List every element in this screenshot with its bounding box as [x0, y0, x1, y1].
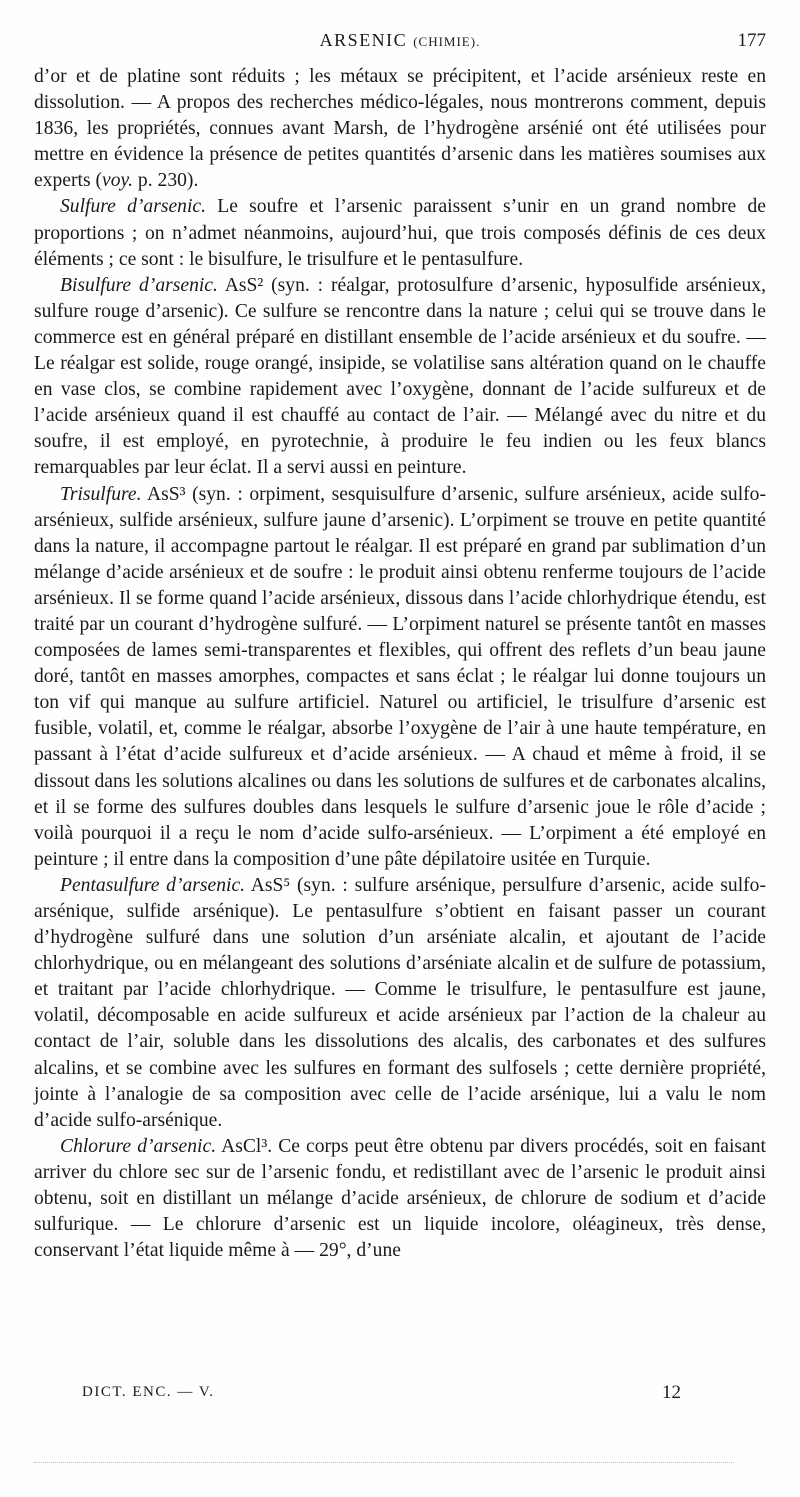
italic-term: Sulfure d’arsenic. [60, 196, 207, 218]
sheet-number: 12 [662, 1382, 681, 1403]
paragraph [34, 194, 766, 272]
paragraph [34, 273, 766, 482]
paragraph [34, 482, 766, 873]
page-number: 177 [737, 30, 766, 51]
body-text [34, 64, 766, 1264]
paragraph-text: Le soufre et l’arsenic paraissent s’unir en un grand nombre de proportions ; on n’admet néanmoins, aujourd’hui, que trois composés définis de ces deux éléments ; ce sont : le bisulfure, le trisulfure et le pentasulfure. [34, 196, 766, 270]
paragraph-text: AsS⁵ (syn. : sulfure arsénique, persulfure d’arsenic, acide sulfo-arsénique, sulfide arsénique). Le pentasulfure s’obtient en faisant passer un courant d’hydrogène sulfuré dans une solution d’un arséniate alcalin, et ajoutant de l’acide chlorhydrique, ou en mélangeant des solutions d’arséniate alcalin et de sulfure de potassium, et traitant par l’acide chlorhydrique. — Comme le trisulfure, le pentasulfure est jaune, volatil, décomposable en acide sulfureux et acide arsénieux par l’action de la chaleur au contact de l’air, soluble dans les dissolutions des alcalis, des carbonates et des sulfures alcalins, et se combine avec les sulfures en formant des sulfosels ; cette dernière propriété, jointe à l’analogie de sa composition avec celle de l’acide arsénique, lui a valu le nom d’acide sulfo-arsénique. [34, 874, 766, 1131]
paragraph-text: d’or et de platine sont réduits ; les métaux se précipitent, et l’acide arsénieux reste en dissolution. — A propos des recherches médico-légales, nous montrerons comment, depuis 1836, les propriétés, connues avant Marsh, de l’hydrogène arsénié ont été utilisées pour mettre en évidence la présence de petites quantités d’arsenic dans les matières soumises aux experts ( [34, 66, 766, 192]
running-title [34, 30, 766, 51]
paragraph [34, 64, 766, 194]
paragraph-text: AsS² (syn. : réalgar, protosulfure d’arsenic, hyposulfide arsénieux, sulfure rouge d’arsenic). Ce sulfure se rencontre dans la nature ; celui qui se trouve dans le commerce est en général préparé en distillant ensemble de l’acide arsénieux et du soufre. — Le réalgar est solide, rouge orangé, insipide, se volatilise sans altération quand on le chauffe en vase clos, se combine rapidement avec l’oxygène, donnant de l’acide sulfureux et de l’acide arsénieux quand il est chauffé au contact de l’air. — Mélangé avec du nitre et du soufre, il est employé, en pyrotechnie, à produire le feu indien ou les feux blancs remarquables par leur éclat. Il a servi aussi en peinture. [34, 274, 766, 479]
paragraph [34, 873, 766, 1134]
italic-term: voy. [102, 170, 134, 192]
paragraph-text: p. 230). [133, 170, 199, 192]
italic-term: Trisulfure. [60, 483, 142, 505]
running-header [34, 30, 766, 58]
bottom-rule [34, 1462, 734, 1463]
paragraph-text: AsCl³. Ce corps peut être obtenu par divers procédés, soit en faisant arriver du chlore sec sur de l’arsenic fondu, et redistillant avec de l’arsenic le produit ainsi obtenu, soit en distillant un mélange d’acide arsénieux, de chlorure de sodium et d’acide sulfurique. — Le chlorure d’arsenic est un liquide incolore, oléagineux, très dense, conservant l’état liquide même à — 29°, d’une [34, 1135, 766, 1262]
italic-term: Chlorure d’arsenic. [60, 1135, 217, 1157]
running-title-sub: (CHIMIE). [413, 34, 481, 49]
paragraph [34, 1134, 766, 1264]
paragraph-text: AsS³ (syn. : orpiment, sesquisulfure d’arsenic, sulfure arsénieux, acide sulfo-arsénieux, sulfide arsénieux, sulfure jaune d’arsenic). L’orpiment se trouve en petite quantité dans la nature, il accompagne partout le réalgar. Il est préparé en grand par sublimation d’un mélange d’acide arsénieux et de soufre : le produit ainsi obtenu renferme toujours de l’acide arsénieux. Il se forme quand l’acide arsénieux, dissous dans l’acide chlorhydrique étendu, est traité par un courant d’hydrogène sulfuré. — L’orpiment naturel se présente tantôt en masses composées de lames semi-transparentes et flexibles, qui offrent des reflets d’un beau jaune doré, tantôt en masses amorphes, compactes et sans éclat ; le réalgar lui donne toujours un ton vif qui manque au sulfure artificiel. Naturel ou artificiel, le trisulfure d’arsenic est fusible, volatil, et, comme le réalgar, absorbe l’oxygène de l’air à une haute température, en passant à l’état d’acide sulfureux et d’acide arsénieux. — A chaud et même à froid, il se dissout dans les solutions alcalines ou dans les solutions de sulfures et de carbonates alcalins, et il se forme des sulfures doubles dans lesquels le sulfure d’arsenic joue le rôle d’acide ; voilà pourquoi il a reçu le nom d’acide sulfo-arsénieux. — L’orpiment a été employé en peinture ; il entre dans la composition d’une pâte dépilatoire usitée en Turquie. [34, 483, 766, 870]
signature-mark: DICT. ENC. — V. [82, 1384, 215, 1400]
page-footer [82, 1382, 722, 1406]
italic-term: Pentasulfure d’arsenic. [60, 874, 246, 896]
running-title-main: ARSENIC [319, 30, 408, 50]
italic-term: Bisulfure d’arsenic. [60, 274, 218, 296]
